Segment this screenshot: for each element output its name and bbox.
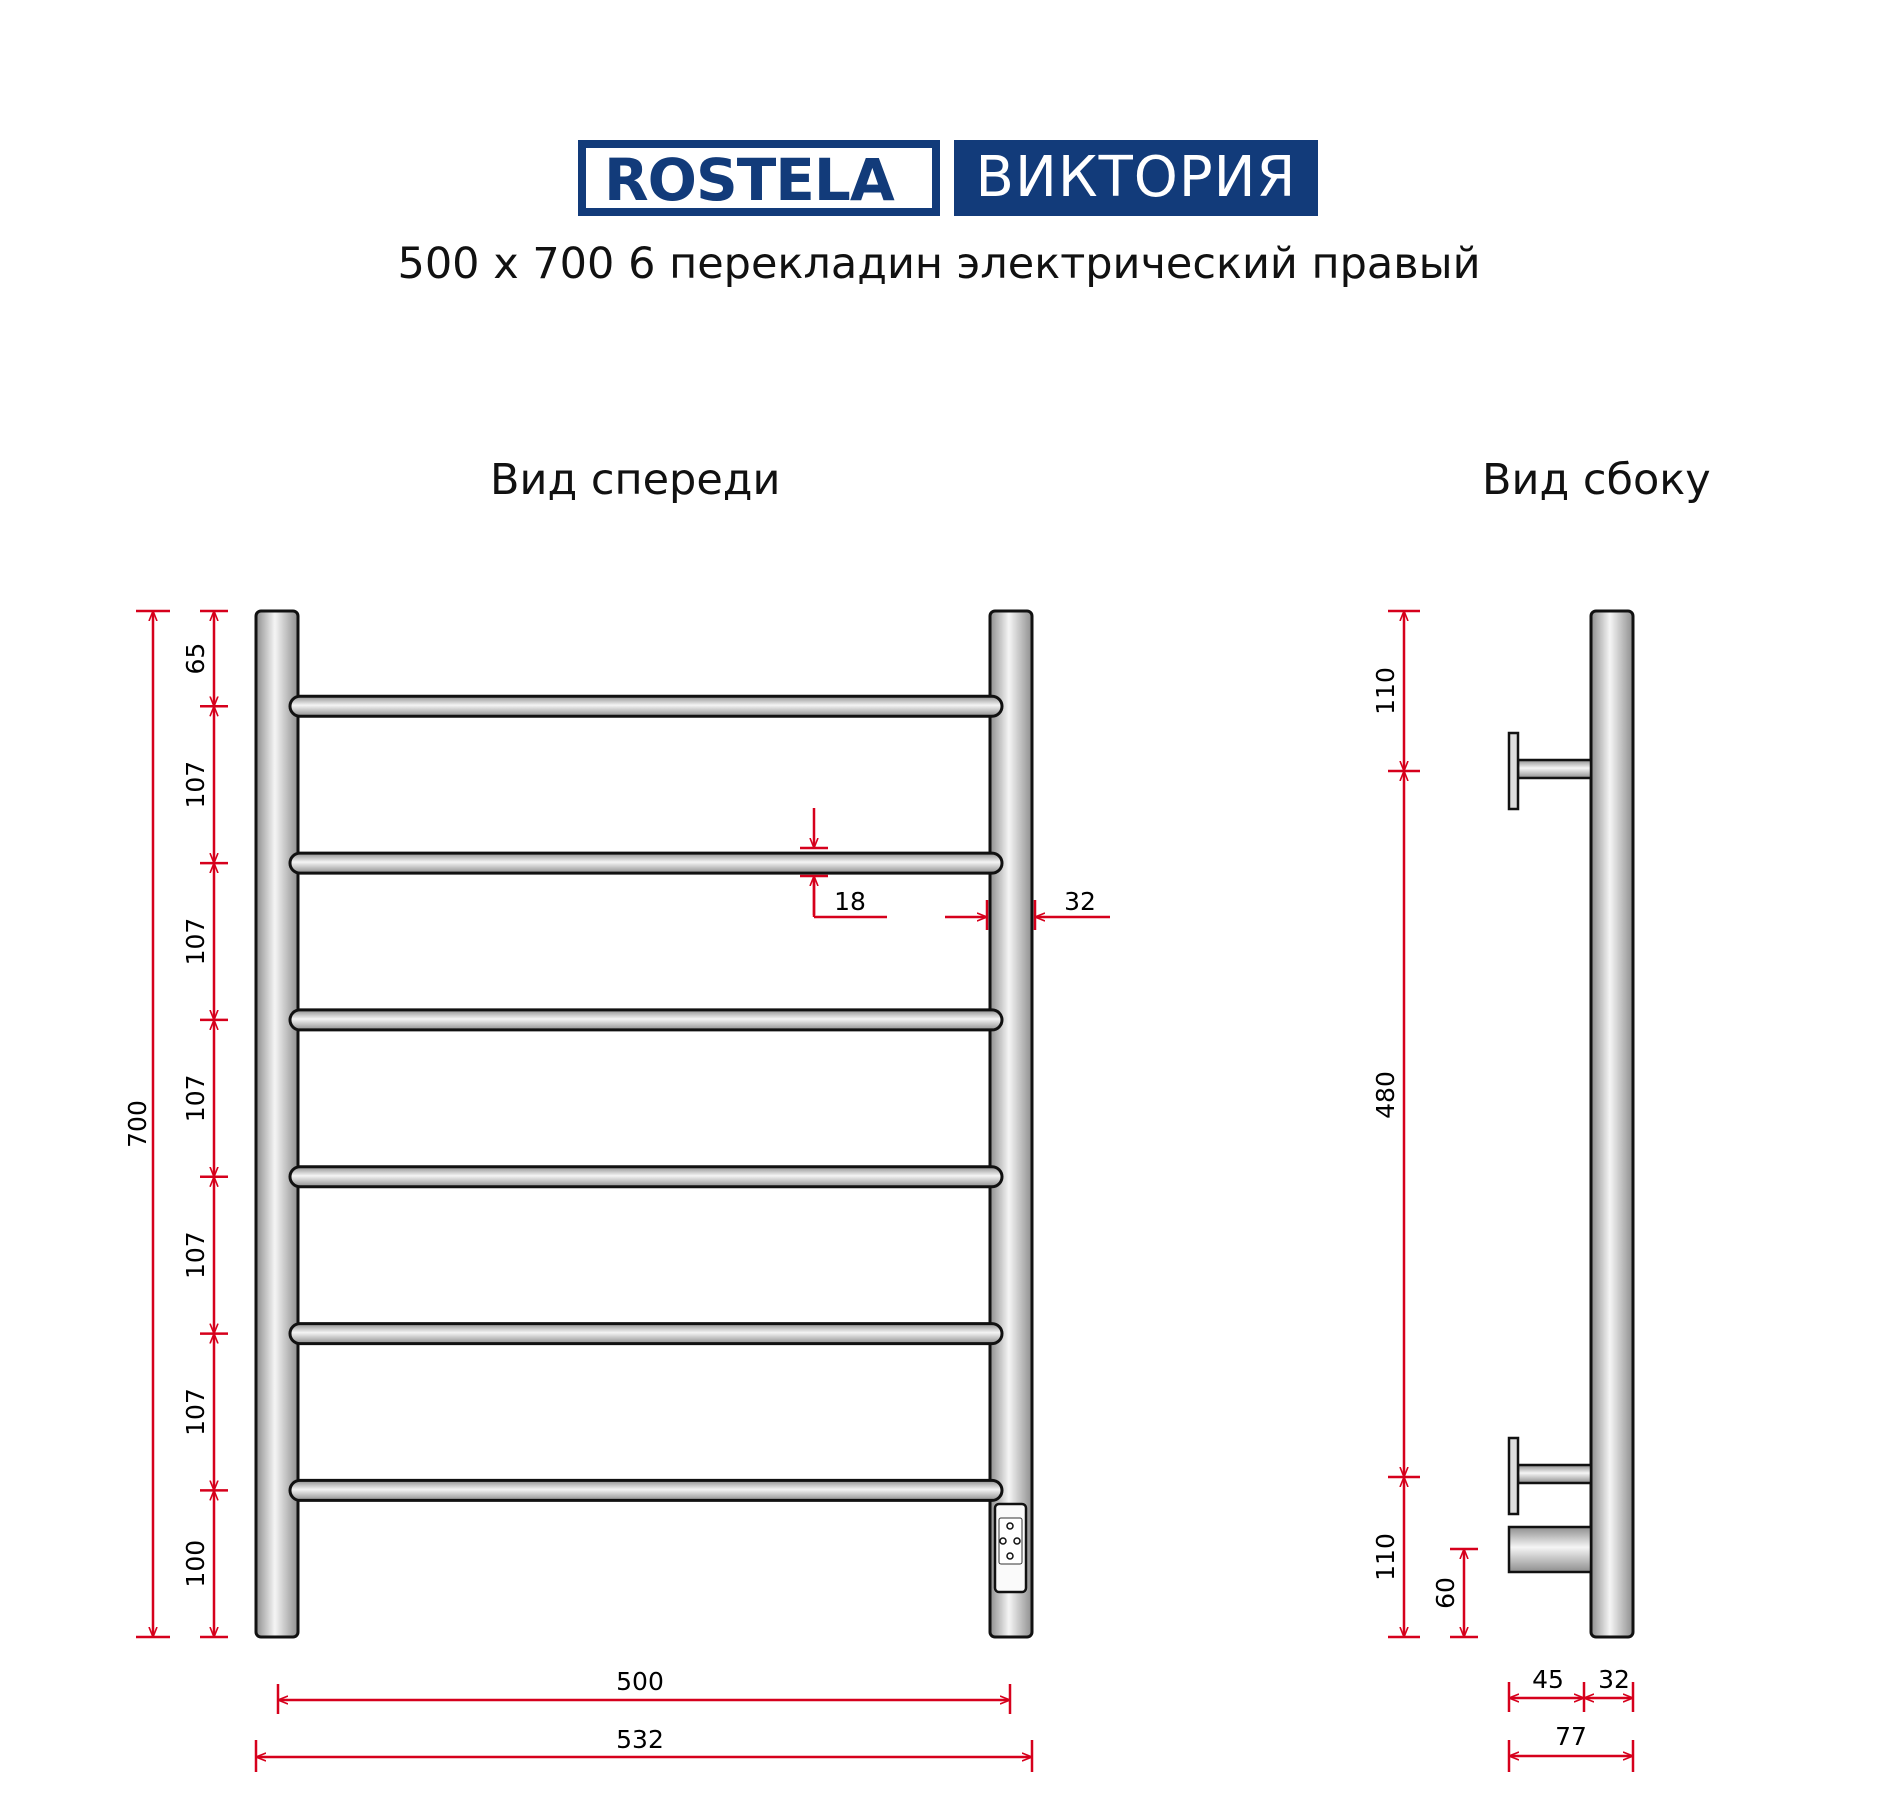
dim-width-outer: 532	[616, 1725, 664, 1754]
side-post	[1591, 611, 1633, 1637]
dim-top-offset: 110	[1371, 667, 1400, 715]
top-wall-mount	[1509, 733, 1591, 809]
dim-spacing-label: 107	[181, 1388, 210, 1436]
dim-spacing-label: 107	[181, 760, 210, 809]
dim-mount-spacing: 480	[1371, 1071, 1400, 1119]
crossbar	[290, 1480, 1002, 1500]
dim-mount-depth: 45	[1532, 1665, 1564, 1694]
dim-width-inner: 500	[616, 1667, 664, 1696]
dim-heater-height: 60	[1431, 1577, 1460, 1609]
heater-housing	[1509, 1527, 1591, 1572]
crossbar	[290, 696, 1002, 716]
front-view	[123, 611, 1110, 1772]
dim-total-height: 700	[123, 1100, 152, 1148]
side-view-title: Вид сбоку	[1482, 455, 1711, 505]
crossbar	[290, 1324, 1002, 1344]
crossbar	[290, 1010, 1002, 1030]
crossbar	[290, 853, 1002, 873]
dim-post-depth: 32	[1598, 1665, 1630, 1694]
dim-post-diameter: 32	[1064, 887, 1096, 916]
side-view	[1371, 611, 1633, 1772]
model-name-badge: ВИКТОРИЯ	[954, 140, 1318, 216]
dim-spacing-label: 107	[181, 1074, 210, 1123]
dim-spacing-label: 65	[181, 642, 210, 675]
dim-spacing-label: 107	[181, 917, 210, 966]
dim-spacing-label: 100	[181, 1539, 210, 1588]
dim-bar-diameter: 18	[834, 887, 866, 916]
dim-bottom-offset: 110	[1371, 1533, 1400, 1581]
crossbars	[290, 696, 1002, 1500]
dim-total-depth: 77	[1555, 1722, 1587, 1751]
product-subtitle: 500 x 700 6 перекладин электрический правый	[397, 239, 1481, 289]
bottom-wall-mount	[1509, 1438, 1591, 1514]
spacing-chain	[181, 611, 228, 1637]
heater-switch	[995, 1504, 1026, 1592]
dim-spacing-label: 107	[181, 1231, 210, 1280]
front-view-title: Вид спереди	[490, 455, 781, 505]
crossbar	[290, 1167, 1002, 1187]
brand-logo-text: ROSTELA	[604, 146, 894, 214]
